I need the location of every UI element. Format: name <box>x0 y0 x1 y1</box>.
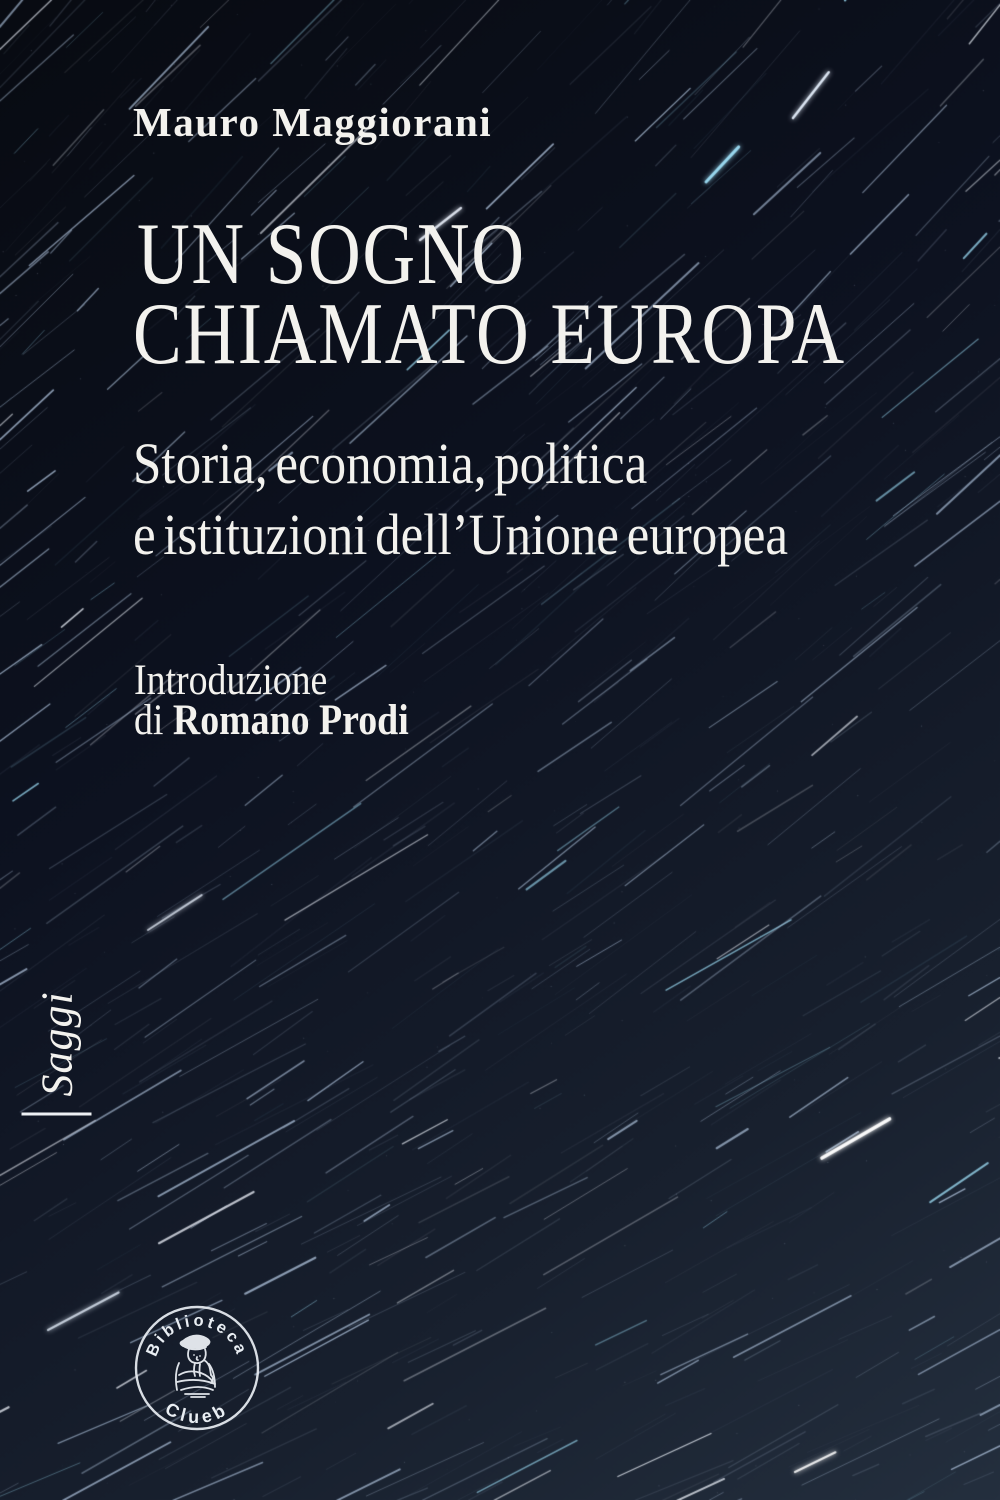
scholar-figure-icon <box>176 1336 215 1397</box>
subtitle-line2: e istituzioni dell’Unione europea <box>133 502 789 567</box>
book-title-line2: CHIAMATO EUROPA <box>133 286 846 383</box>
introduction-label: Introduzione <box>134 657 328 704</box>
series-rule <box>22 1113 92 1116</box>
book-title-line1: UN SOGNO <box>137 206 526 303</box>
author-name: Mauro Maggiorani <box>133 99 493 145</box>
series-tab <box>22 991 92 1116</box>
logo-top-text: Biblioteca <box>142 1311 252 1360</box>
publisher-logo <box>122 1293 272 1443</box>
introducer-name: Romano Prodi <box>172 697 409 744</box>
logo-bottom-text: Clueb <box>162 1398 232 1428</box>
introduction-author: di Romano Prodi <box>134 697 409 744</box>
series-label: Saggi <box>32 991 81 1097</box>
subtitle-line1: Storia, economia, politica <box>133 431 648 496</box>
